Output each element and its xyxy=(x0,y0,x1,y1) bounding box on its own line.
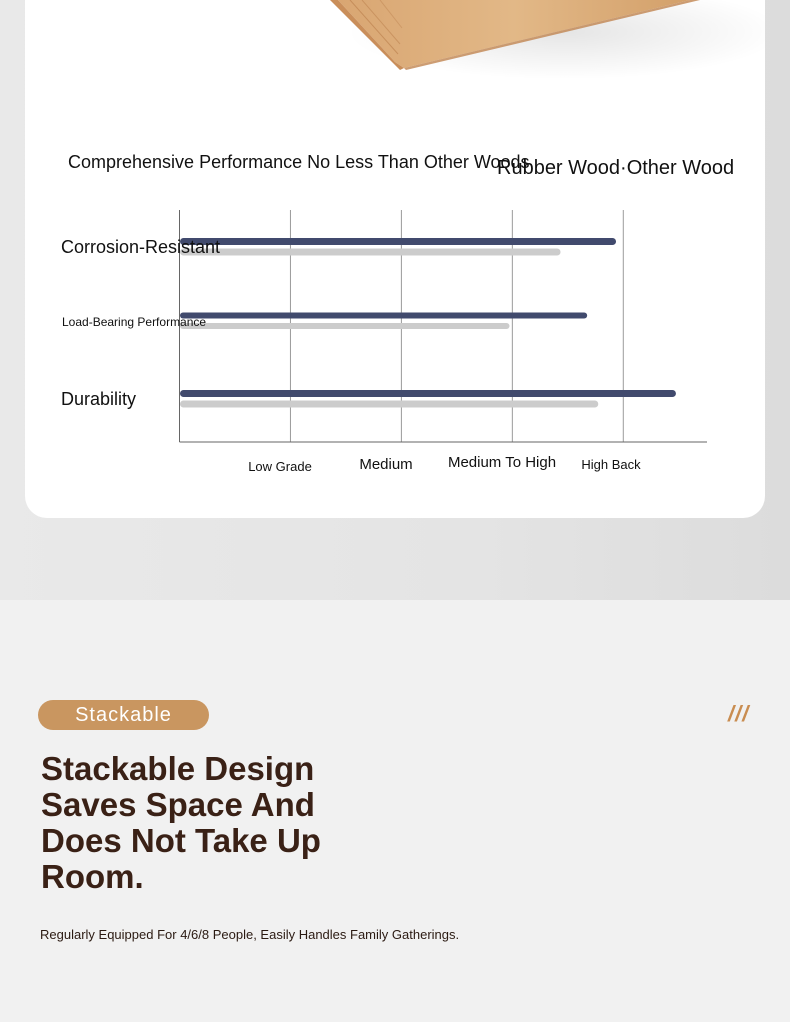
bar-other-wood-3 xyxy=(180,401,598,408)
stackable-tag: Stackable xyxy=(38,700,209,730)
category-label-durability: Durability xyxy=(61,389,137,409)
bar-rubber-wood-2 xyxy=(180,313,587,319)
bar-rubber-wood-3 xyxy=(180,390,676,397)
bar-other-wood-1 xyxy=(180,249,561,256)
tick-label-high-back: High Back xyxy=(581,457,641,472)
chart-title: Comprehensive Performance No Less Than Other Woods xyxy=(68,152,530,172)
tick-label-medium-to-high: Medium To High xyxy=(447,454,557,471)
slash-decoration: /// xyxy=(728,701,750,726)
bar-other-wood-2 xyxy=(180,323,510,329)
category-label-corrosion: Corrosion-Resistant xyxy=(61,237,221,257)
tick-label-medium: Medium xyxy=(359,456,413,473)
feature-subtext: Regularly Equipped For 4/6/8 People, Easily Handles Family Gatherings. xyxy=(40,927,460,942)
bar-rubber-wood-1 xyxy=(180,238,616,245)
tick-label-low-grade: Low Grade xyxy=(248,459,312,474)
category-label-load-bearing: Load-Bearing Performance xyxy=(62,315,207,329)
feature-headline: Stackable Design Saves Space And Does Not Take Up Room. xyxy=(41,750,321,895)
chart-legend: Rubber Wood·Other Wood xyxy=(497,157,735,179)
